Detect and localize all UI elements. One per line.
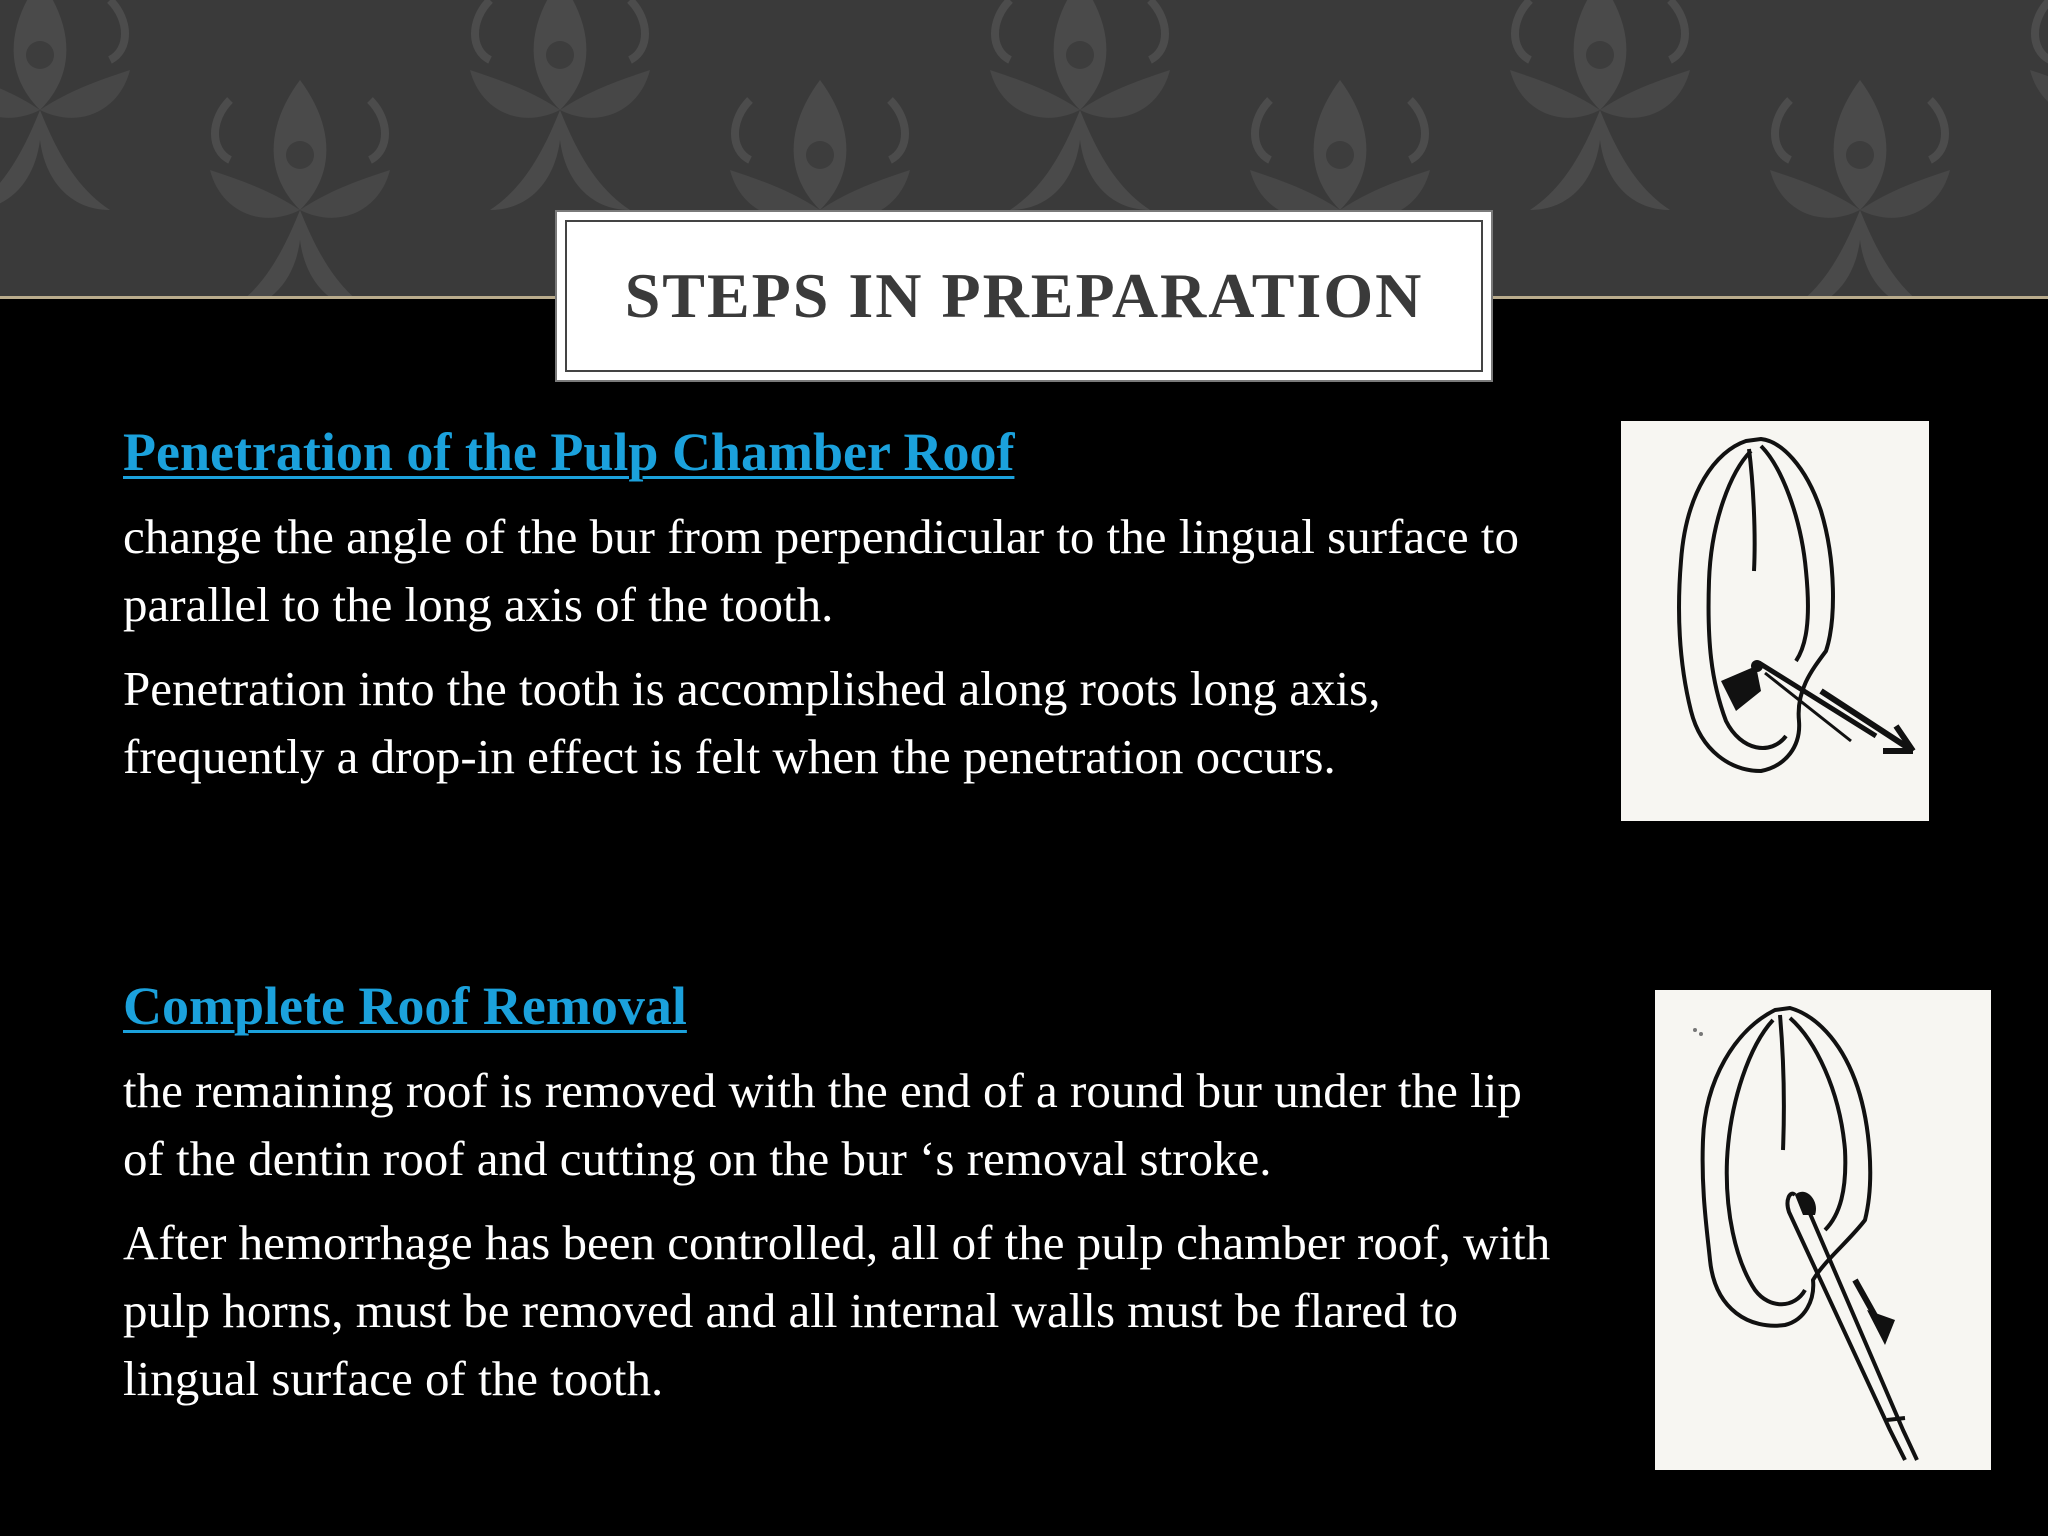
section-paragraph: Penetration into the tooth is accomplished along roots long axis, frequently a drop-in effect is felt when the penetration occurs. — [123, 660, 1381, 784]
title-box — [555, 210, 1493, 382]
section-roof-removal — [123, 974, 1573, 1429]
slide-title: STEPS IN PREPARATION — [624, 260, 1424, 331]
tooth-penetration-illustration — [1621, 421, 1929, 821]
section-penetration — [123, 420, 1573, 807]
section-paragraph: the remaining roof is removed with the end of a round bur under the lip of the dentin roof and cutting on the bur ‘s removal stroke. — [123, 1062, 1522, 1186]
title-box-inner-border — [565, 220, 1483, 372]
section-paragraph: change the angle of the bur from perpendicular to the lingual surface to parallel to the long axis of the tooth. — [123, 508, 1519, 632]
section-heading: Penetration of the Pulp Chamber Roof — [123, 422, 1015, 482]
section-paragraph: After hemorrhage has been controlled, all of the pulp chamber roof, with pulp horns, must be removed and all internal walls must be flared to lingual surface of the tooth. — [123, 1214, 1551, 1406]
section-heading: Complete Roof Removal — [123, 976, 687, 1036]
tooth-roof-removal-illustration — [1655, 990, 1991, 1470]
